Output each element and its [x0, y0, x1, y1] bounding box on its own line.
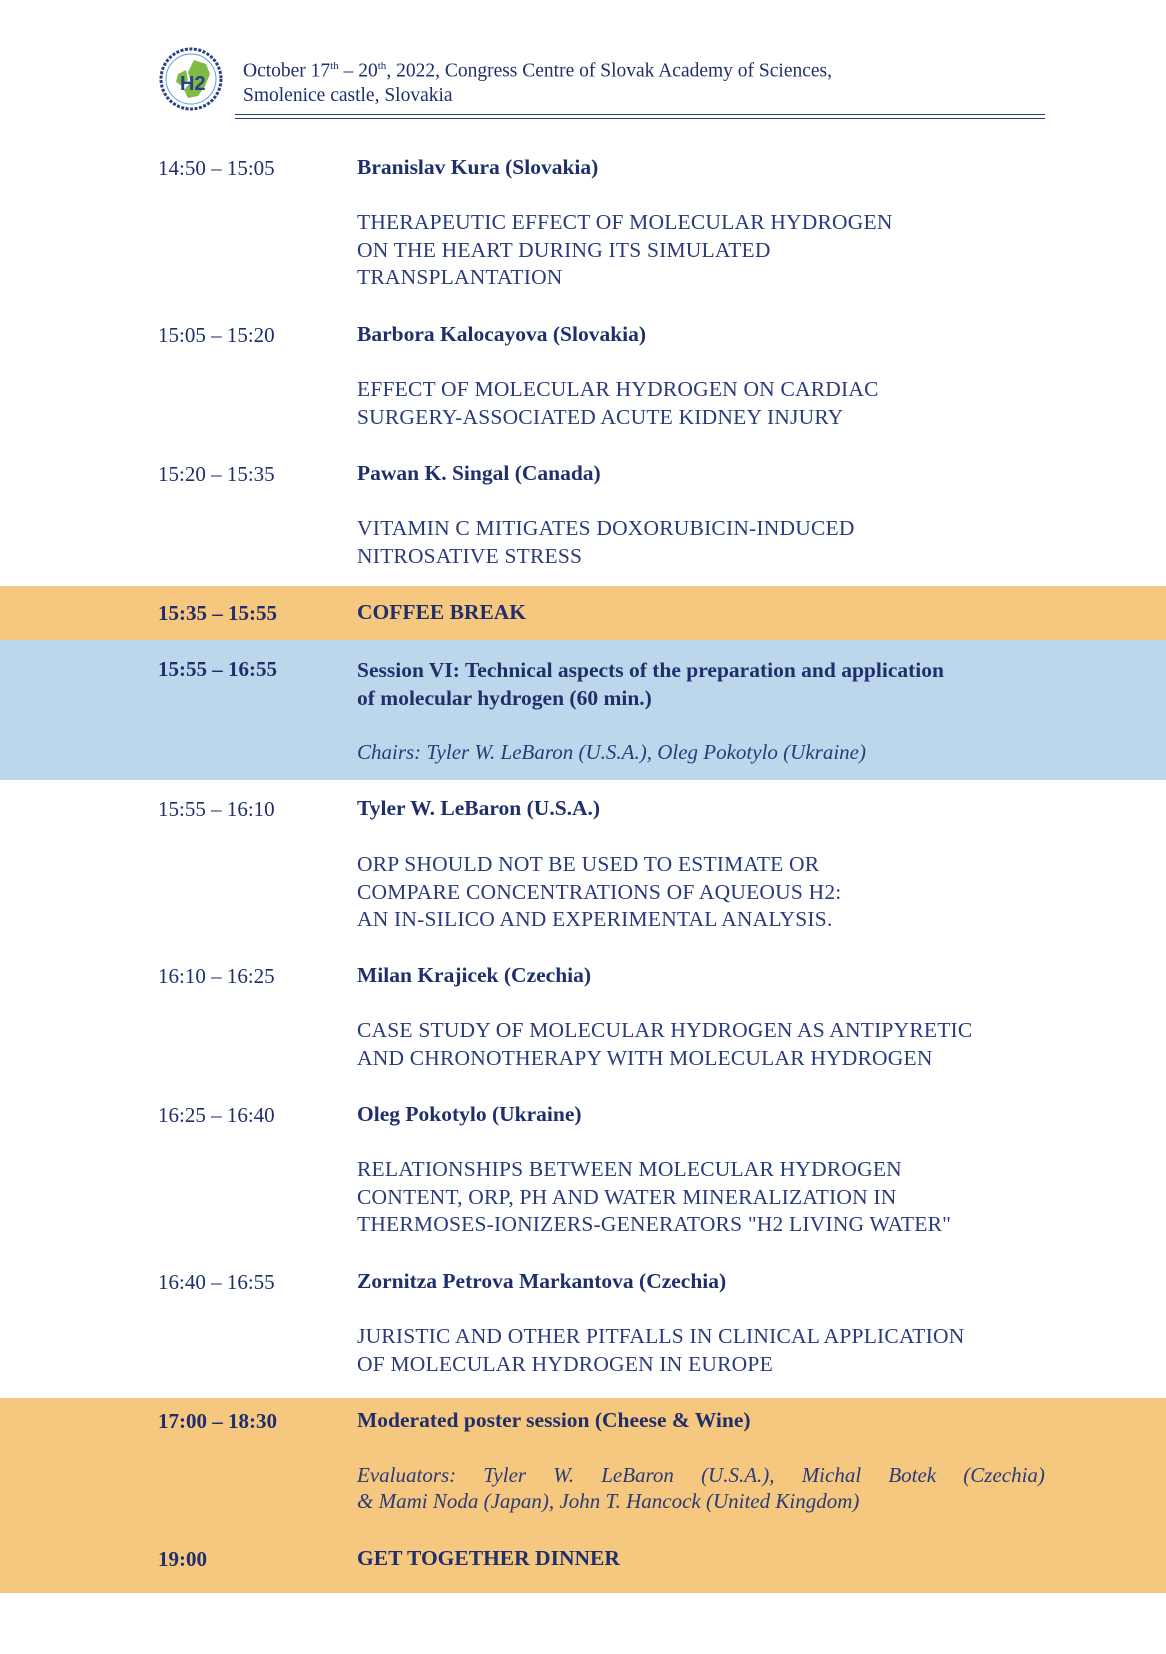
conference-logo-icon: [158, 46, 224, 112]
talk-time: 16:25 – 16:40: [158, 1103, 275, 1127]
header-divider: [235, 118, 1045, 119]
header-line-2: Smolenice castle, Slovakia: [243, 84, 453, 106]
talk-speaker: Milan Krajicek (Czechia): [357, 963, 592, 987]
talk-speaker: Pawan K. Singal (Canada): [357, 461, 601, 485]
header-line-1: October 17th – 20th, 2022, Congress Centre of Slovak Academy of Sciences,: [243, 60, 833, 82]
talk-time: 15:05 – 15:20: [158, 323, 275, 347]
talk-speaker: Tyler W. LeBaron (U.S.A.): [357, 796, 601, 820]
talk-title: THERAPEUTIC EFFECT OF MOLECULAR HYDROGEN ON THE HEART DURING ITS SIMULATED TRANSPLANTATION: [357, 210, 893, 289]
talk-time: 14:50 – 15:05: [158, 156, 275, 180]
evaluators-line-2: & Mami Noda (Japan), John T. Hancock (United Kingdom): [357, 1489, 860, 1513]
session-title: Session VI: Technical aspects of the preparation and application of molecular hydrogen (60 min.): [357, 658, 944, 710]
dinner-label: GET TOGETHER DINNER: [357, 1546, 620, 1570]
page-header: [0, 0, 1166, 120]
talk-title: VITAMIN C MITIGATES DOXORUBICIN-INDUCED NITROSATIVE STRESS: [357, 516, 855, 568]
coffee-break-time: 15:35 – 15:55: [158, 601, 277, 625]
evaluators-line-1: Evaluators: Tyler W. LeBaron (U.S.A.), Michal Botek (Czechia): [357, 1463, 1045, 1487]
logo-text: H2: [180, 73, 206, 95]
talk-speaker: Oleg Pokotylo (Ukraine): [357, 1102, 582, 1126]
session-time: 15:55 – 16:55: [158, 657, 277, 681]
talk-title: RELATIONSHIPS BETWEEN MOLECULAR HYDROGEN CONTENT, ORP, PH AND WATER MINERALIZATION IN THERMOSES-IONIZERS-GENERATORS "H2 LIVING WATER": [357, 1157, 952, 1236]
talk-time: 16:40 – 16:55: [158, 1270, 275, 1294]
poster-evaluators: [357, 1462, 1045, 1514]
talk-speaker: Branislav Kura (Slovakia): [357, 155, 599, 179]
dinner-time: 19:00: [158, 1547, 207, 1571]
header-divider: [235, 114, 1045, 115]
talk-title: JURISTIC AND OTHER PITFALLS IN CLINICAL APPLICATION OF MOLECULAR HYDROGEN IN EUROPE: [357, 1324, 965, 1376]
talk-time: 15:55 – 16:10: [158, 797, 275, 821]
talk-time: 16:10 – 16:25: [158, 964, 275, 988]
talk-speaker: Zornitza Petrova Markantova (Czechia): [357, 1269, 727, 1293]
talk-title: EFFECT OF MOLECULAR HYDROGEN ON CARDIAC SURGERY-ASSOCIATED ACUTE KIDNEY INJURY: [357, 377, 879, 429]
talk-title: CASE STUDY OF MOLECULAR HYDROGEN AS ANTIPYRETIC AND CHRONOTHERAPY WITH MOLECULAR HYDROGEN: [357, 1018, 973, 1070]
talk-speaker: Barbora Kalocayova (Slovakia): [357, 322, 647, 346]
poster-session-title: Moderated poster session (Cheese & Wine): [357, 1408, 751, 1432]
talk-time: 15:20 – 15:35: [158, 462, 275, 486]
session-chairs: Chairs: Tyler W. LeBaron (U.S.A.), Oleg Pokotylo (Ukraine): [357, 740, 866, 764]
header-text: [243, 54, 832, 108]
talk-title: ORP SHOULD NOT BE USED TO ESTIMATE OR COMPARE CONCENTRATIONS OF AQUEOUS H2: AN IN-SILICO AND EXPERIMENTAL ANALYSIS.: [357, 852, 842, 931]
poster-session-time: 17:00 – 18:30: [158, 1409, 277, 1433]
coffee-break-label: COFFEE BREAK: [357, 600, 527, 624]
